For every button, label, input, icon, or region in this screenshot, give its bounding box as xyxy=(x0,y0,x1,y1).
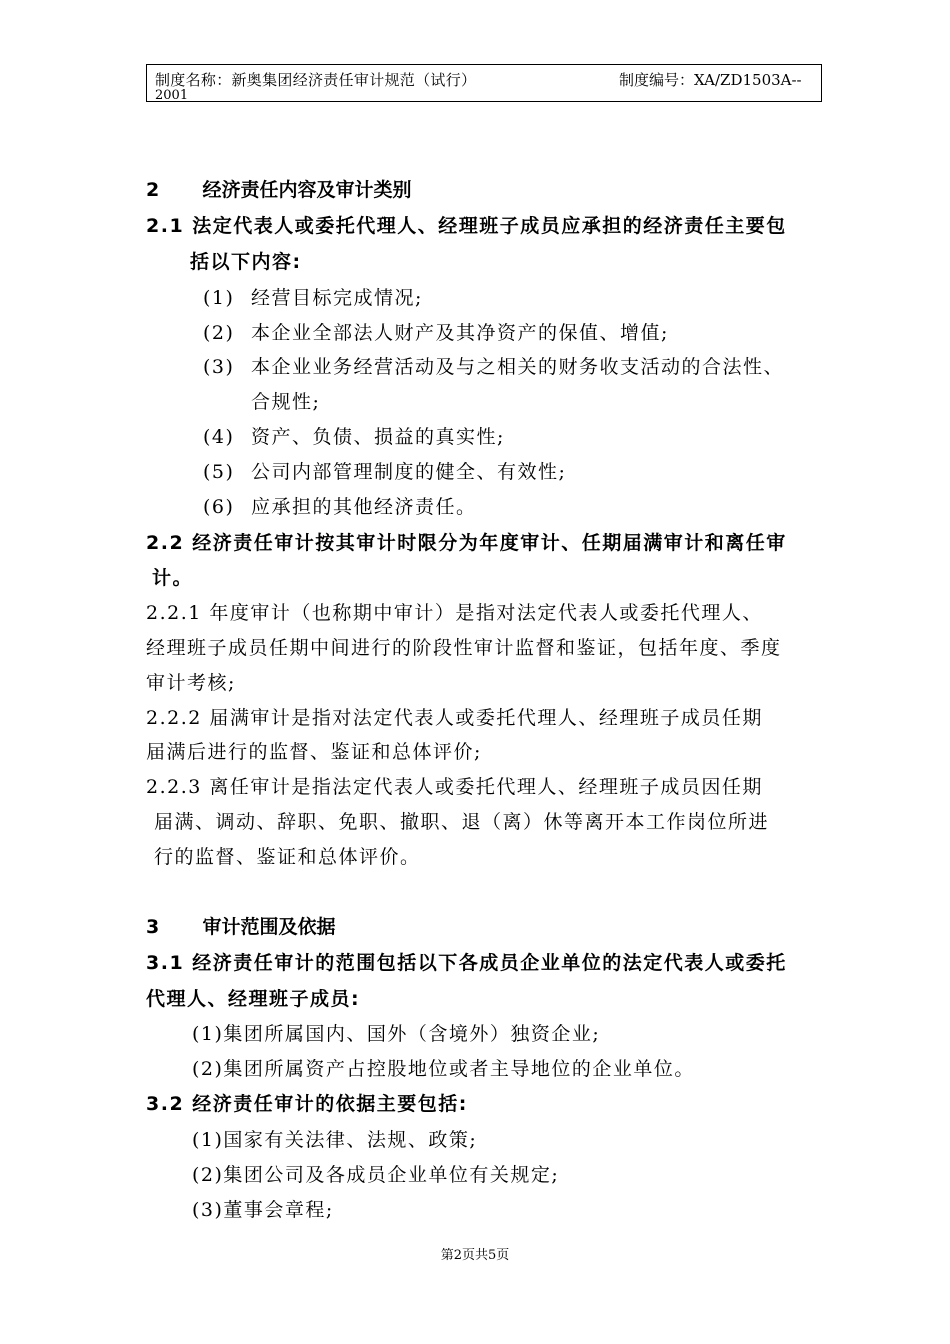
page-number: 第2页共5页 xyxy=(440,1248,510,1263)
list-item: (3) 本企业业务经营活动及与之相关的财务收支活动的合法性、 xyxy=(203,356,785,378)
list-item: (1)国家有关法律、法规、政策; xyxy=(192,1129,478,1151)
para-2-2-line1: 2.2 经济责任审计按其审计时限分为年度审计、任期届满审计和离任审 xyxy=(146,532,787,554)
list-item: (2)集团所属资产占控股地位或者主导地位的企业单位。 xyxy=(192,1058,695,1080)
list-item: (2) 本企业全部法人财产及其净资产的保值、增值; xyxy=(203,322,669,344)
regulation-code-tail: 2001 xyxy=(155,88,189,102)
list-item: (4) 资产、负债、损益的真实性; xyxy=(203,426,505,448)
section-3-number: 3 xyxy=(146,916,160,938)
list-item-continuation: 合规性; xyxy=(251,391,321,413)
para-2-2-2-line2: 届满后进行的监督、鉴证和总体评价; xyxy=(146,741,482,763)
para-2-1-line1: 2.1 法定代表人或委托代理人、经理班子成员应承担的经济责任主要包 xyxy=(146,215,787,237)
list-item: (6) 应承担的其他经济责任。 xyxy=(203,496,477,518)
para-2-1-line2: 括以下内容: xyxy=(190,251,302,273)
section-3-heading xyxy=(146,915,336,939)
para-3-1-line2: 代理人、经理班子成员: xyxy=(146,988,361,1010)
section-2-heading xyxy=(146,178,412,202)
para-2-2-line2: 计。 xyxy=(152,567,194,589)
para-2-2-2-line1: 2.2.2 届满审计是指对法定代表人或委托代理人、经理班子成员任期 xyxy=(146,707,763,729)
list-item: (2)集团公司及各成员企业单位有关规定; xyxy=(192,1164,560,1186)
document-header xyxy=(146,64,822,102)
para-2-2-3-line3: 行的监督、鉴证和总体评价。 xyxy=(154,846,421,868)
para-3-2: 3.2 经济责任审计的依据主要包括: xyxy=(146,1093,468,1115)
list-item: (1)集团所属国内、国外（含境外）独资企业; xyxy=(192,1023,601,1045)
para-2-2-1-line3: 审计考核; xyxy=(146,672,236,694)
list-item: (5) 公司内部管理制度的健全、有效性; xyxy=(203,461,567,483)
section-2-number: 2 xyxy=(146,179,160,201)
list-item: (3)董事会章程; xyxy=(192,1199,334,1221)
para-2-2-1-line1: 2.2.1 年度审计（也称期中审计）是指对法定代表人或委托代理人、 xyxy=(146,602,763,624)
para-3-1-line1: 3.1 经济责任审计的范围包括以下各成员企业单位的法定代表人或委托 xyxy=(146,952,787,974)
para-2-2-3-line1: 2.2.3 离任审计是指法定代表人或委托代理人、经理班子成员因任期 xyxy=(146,776,763,798)
section-3-title: 审计范围及依据 xyxy=(202,916,336,938)
para-2-2-1-line2: 经理班子成员任期中间进行的阶段性审计监督和鉴证，包括年度、季度 xyxy=(146,637,782,659)
section-2-title: 经济责任内容及审计类别 xyxy=(202,179,412,201)
para-2-2-3-line2: 届满、调动、辞职、免职、撤职、退（离）休等离开本工作岗位所进 xyxy=(154,811,770,833)
regulation-code: 制度编号：XA/ZD1503A-- xyxy=(619,71,802,89)
list-item: (1) 经营目标完成情况; xyxy=(203,287,423,309)
regulation-name: 制度名称：新奥集团经济责任审计规范（试行） xyxy=(155,71,477,89)
